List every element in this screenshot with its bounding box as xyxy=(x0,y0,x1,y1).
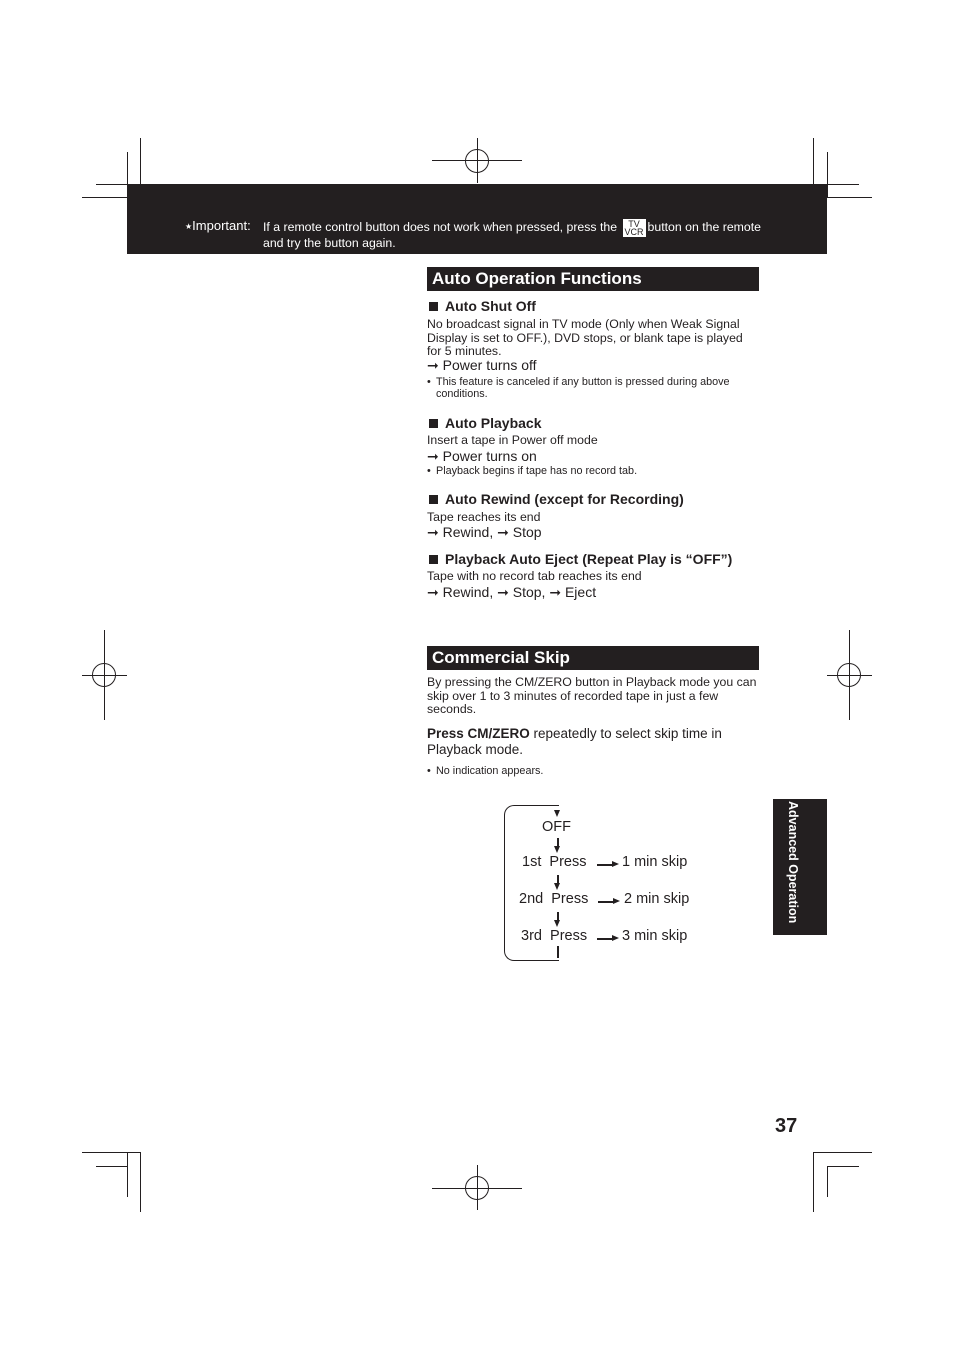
heading-auto-playback: Auto Playback xyxy=(429,415,541,431)
side-tab-label: Advanced Operation xyxy=(786,801,800,924)
auto-shut-off-note: • This feature is canceled if any button is pressed during above conditions. xyxy=(427,376,730,400)
commercial-skip-intro: By pressing the CM/ZERO button in Playback mode you can skip over 1 to 3 minutes of recorded tape in just a few seconds. xyxy=(427,675,757,716)
commercial-skip-note: • No indication appears. xyxy=(427,765,544,777)
important-label: ★Important: xyxy=(185,218,251,233)
page-number: 37 xyxy=(775,1115,798,1137)
arrow-icon: ➞ xyxy=(549,584,562,600)
arrow-icon: ➞ xyxy=(427,584,439,600)
diagram-result-2: 2 min skip xyxy=(624,891,690,907)
arrow-down-icon xyxy=(554,883,560,890)
arrow-icon: ➞ xyxy=(497,584,509,600)
bullet-icon: • xyxy=(427,765,431,777)
important-text: If a remote control button does not work when pressed, press the TV VCR button on the remote and try the button again. xyxy=(263,219,761,250)
auto-eject-result: ➞ Rewind, ➞ Stop, ➞ Eject xyxy=(427,584,597,600)
diagram-result-1: 1 min skip xyxy=(622,854,688,870)
auto-playback-result: ➞ Power turns on xyxy=(427,448,537,464)
arrow-right-icon xyxy=(612,861,619,867)
auto-rewind-result: ➞ Rewind, ➞ Stop xyxy=(427,524,542,540)
auto-playback-note: • Playback begins if tape has no record tab. xyxy=(427,465,638,477)
tv-vcr-key-icon: TV VCR xyxy=(624,219,644,237)
arrow-right-icon xyxy=(613,898,620,904)
diagram-off: OFF xyxy=(542,819,571,835)
side-tab-advanced-operation xyxy=(773,799,827,935)
arrow-down-icon xyxy=(554,810,560,817)
square-bullet-icon xyxy=(429,495,438,504)
square-bullet-icon xyxy=(429,419,438,428)
arrow-icon: ➞ xyxy=(427,448,439,464)
section-title-commercial-skip: Commercial Skip xyxy=(427,646,759,670)
arrow-down-icon xyxy=(554,846,560,853)
diagram-result-3: 3 min skip xyxy=(622,928,688,944)
diagram-step-1: 1st Press xyxy=(522,854,587,870)
heading-playback-auto-eject: Playback Auto Eject (Repeat Play is “OFF”) xyxy=(429,551,732,567)
diagram-step-3: 3rd Press xyxy=(521,928,588,944)
heading-auto-shut-off: Auto Shut Off xyxy=(429,298,536,314)
auto-shut-off-body: No broadcast signal in TV mode (Only when Weak Signal Display is set to OFF.), DVD stops, or blank tape is played for 5 minutes. xyxy=(427,317,743,358)
commercial-skip-instruction: Press CM/ZERO repeatedly to select skip time in Playback mode. xyxy=(427,726,722,757)
arrow-down-icon xyxy=(554,920,560,927)
arrow-icon: ➞ xyxy=(427,524,439,540)
square-bullet-icon xyxy=(429,555,438,564)
auto-shut-off-result: ➞ Power turns off xyxy=(427,357,537,373)
star-icon: ★ xyxy=(185,222,193,231)
arrow-icon: ➞ xyxy=(497,524,509,540)
auto-playback-body: Insert a tape in Power off mode xyxy=(427,433,598,447)
auto-eject-body: Tape with no record tab reaches its end xyxy=(427,569,642,583)
heading-auto-rewind: Auto Rewind (except for Recording) xyxy=(429,491,684,507)
arrow-right-icon xyxy=(612,935,619,941)
auto-rewind-body: Tape reaches its end xyxy=(427,510,541,524)
bullet-icon: • xyxy=(427,465,431,477)
bullet-icon: • xyxy=(427,376,431,388)
section-title-auto-operation: Auto Operation Functions xyxy=(427,267,759,291)
important-banner xyxy=(127,184,827,254)
arrow-icon: ➞ xyxy=(427,357,439,373)
diagram-step-2: 2nd Press xyxy=(519,891,589,907)
square-bullet-icon xyxy=(429,302,438,311)
